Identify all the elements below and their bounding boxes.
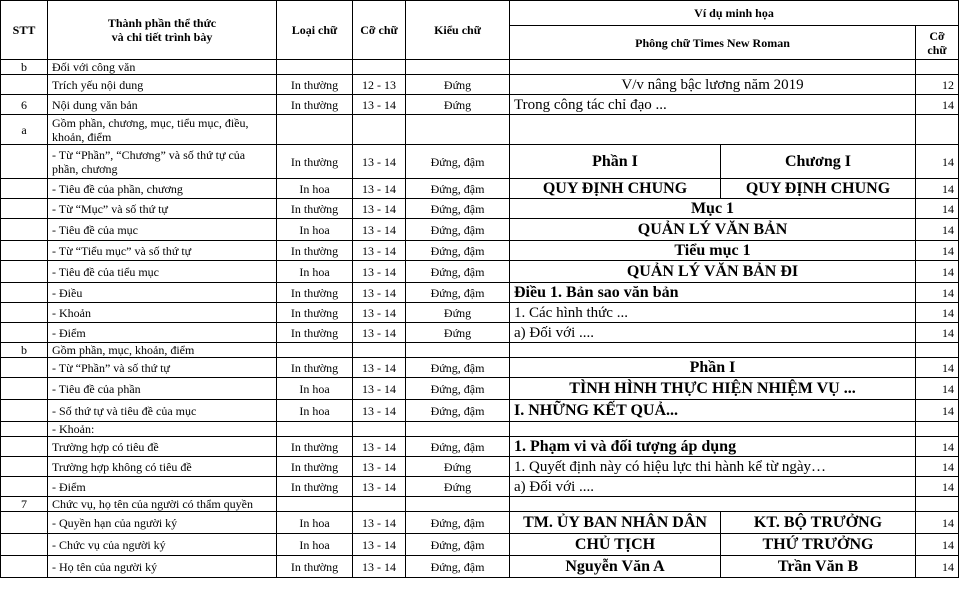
type-cell: In hoa [277,179,353,199]
stt-cell: b [1,343,48,358]
size2-cell: 14 [916,378,959,400]
component-cell: - Tiêu đề của phần [48,378,277,400]
example-cell: Điều 1. Bản sao văn bản [510,283,916,303]
stt-cell: 7 [1,497,48,512]
stt-cell [1,179,48,199]
table-row [1,145,959,179]
component-cell: Nội dung văn bản [48,95,277,115]
example-cell: KT. BỘ TRƯỞNG [721,512,916,534]
example-cell: I. NHỮNG KẾT QUẢ... [510,400,916,422]
table-row [1,497,959,512]
style-cell: Đứng [406,323,510,343]
example-cell: Chương I [721,145,916,179]
style-cell: Đứng [406,457,510,477]
size-cell: 13 - 14 [353,477,406,497]
size2-cell [916,497,959,512]
style-cell: Đứng, đậm [406,358,510,378]
size-cell: 13 - 14 [353,358,406,378]
size2-cell: 14 [916,303,959,323]
type-cell: In hoa [277,219,353,241]
stt-cell [1,303,48,323]
size-cell: 13 - 14 [353,512,406,534]
table-row [1,378,959,400]
style-cell: Đứng [406,303,510,323]
example-cell: QUẢN LÝ VĂN BẢN [510,219,916,241]
example-cell: Phần I [510,358,916,378]
type-cell: In thường [277,437,353,457]
table-row [1,343,959,358]
table-row [1,556,959,578]
size2-cell: 14 [916,556,959,578]
type-cell: In thường [277,283,353,303]
table-row [1,303,959,323]
type-cell: In thường [277,457,353,477]
component-cell: Gồm phần, chương, mục, tiểu mục, điều, khoản, điểm [48,115,277,145]
size-cell [353,115,406,145]
example-cell [510,60,916,75]
component-cell: - Quyền hạn của người ký [48,512,277,534]
component-cell: - Tiêu đề của tiểu mục [48,261,277,283]
header-font: Phông chữ Times New Roman [510,26,916,60]
stt-cell [1,261,48,283]
stt-cell [1,534,48,556]
table-row [1,283,959,303]
type-cell [277,497,353,512]
header-style: Kiểu chữ [406,1,510,60]
style-cell: Đứng [406,75,510,95]
component-cell: - Điểm [48,323,277,343]
example-cell: Mục 1 [510,199,916,219]
size-cell: 13 - 14 [353,219,406,241]
header-type: Loại chữ [277,1,353,60]
size2-cell: 14 [916,145,959,179]
size2-cell: 12 [916,75,959,95]
stt-cell: b [1,60,48,75]
table-row [1,60,959,75]
type-cell: In thường [277,358,353,378]
stt-cell [1,283,48,303]
size2-cell: 14 [916,241,959,261]
example-cell: V/v nâng bậc lương năm 2019 [510,75,916,95]
example-cell: Tiểu mục 1 [510,241,916,261]
stt-cell [1,400,48,422]
size-cell: 13 - 14 [353,457,406,477]
size2-cell: 14 [916,400,959,422]
size-cell: 13 - 14 [353,241,406,261]
type-cell: In thường [277,145,353,179]
size2-cell [916,343,959,358]
size-cell: 13 - 14 [353,95,406,115]
size2-cell: 14 [916,477,959,497]
style-cell: Đứng [406,477,510,497]
type-cell: In hoa [277,512,353,534]
style-cell: Đứng [406,95,510,115]
stt-cell [1,358,48,378]
component-cell: - Từ “Mục” và số thứ tự [48,199,277,219]
component-cell: - Điểm [48,477,277,497]
component-cell: Đối với công văn [48,60,277,75]
size2-cell: 14 [916,179,959,199]
table-row [1,534,959,556]
component-cell: - Tiêu đề của mục [48,219,277,241]
stt-cell [1,556,48,578]
example-cell: Phần I [510,145,721,179]
type-cell: In hoa [277,534,353,556]
style-cell: Đứng, đậm [406,219,510,241]
type-cell: In thường [277,303,353,323]
size-cell [353,60,406,75]
example-cell: TM. ỦY BAN NHÂN DÂN [510,512,721,534]
stt-cell [1,219,48,241]
stt-cell [1,437,48,457]
style-cell: Đứng, đậm [406,400,510,422]
table-row [1,457,959,477]
example-cell [510,115,916,145]
component-cell: - Khoản: [48,422,277,437]
header-example: Ví dụ minh họa [510,1,959,26]
stt-cell [1,378,48,400]
example-cell: Nguyễn Văn A [510,556,721,578]
example-cell: a) Đối với .... [510,323,916,343]
component-cell: - Từ “Phần” và số thứ tự [48,358,277,378]
size-cell: 13 - 14 [353,556,406,578]
table-row [1,219,959,241]
component-cell: - Từ “Tiểu mục” và số thứ tự [48,241,277,261]
size2-cell: 14 [916,261,959,283]
example-cell: QUY ĐỊNH CHUNG [510,179,721,199]
stt-cell [1,457,48,477]
type-cell [277,60,353,75]
size-cell: 13 - 14 [353,437,406,457]
table-row [1,437,959,457]
size-cell [353,497,406,512]
table-row [1,75,959,95]
size-cell [353,343,406,358]
size2-cell: 14 [916,95,959,115]
size2-cell [916,115,959,145]
table-row [1,241,959,261]
header-size2: Cỡ chữ [916,26,959,60]
component-cell: Trường hợp có tiêu đề [48,437,277,457]
component-cell: - Họ tên của người ký [48,556,277,578]
size-cell: 13 - 14 [353,534,406,556]
size-cell [353,422,406,437]
size2-cell: 14 [916,534,959,556]
component-cell: - Điều [48,283,277,303]
stt-cell: 6 [1,95,48,115]
stt-cell [1,512,48,534]
example-cell: QUY ĐỊNH CHUNG [721,179,916,199]
component-cell: - Từ “Phần”, “Chương” và số thứ tự của phần, chương [48,145,277,179]
size-cell: 13 - 14 [353,179,406,199]
type-cell: In thường [277,323,353,343]
size2-cell: 14 [916,323,959,343]
example-cell: TÌNH HÌNH THỰC HIỆN NHIỆM VỤ ... [510,378,916,400]
table-row [1,358,959,378]
example-cell: CHỦ TỊCH [510,534,721,556]
table-row [1,95,959,115]
stt-cell [1,145,48,179]
type-cell: In hoa [277,378,353,400]
stt-cell [1,241,48,261]
example-cell: QUẢN LÝ VĂN BẢN ĐI [510,261,916,283]
header-component: Thành phần thể thức và chi tiết trình bày [48,1,277,60]
style-cell [406,60,510,75]
example-cell: THỨ TRƯỞNG [721,534,916,556]
component-cell: Trường hợp không có tiêu đề [48,457,277,477]
table-row [1,115,959,145]
type-cell [277,422,353,437]
size-cell: 12 - 13 [353,75,406,95]
style-cell [406,422,510,437]
style-cell: Đứng, đậm [406,556,510,578]
table-row [1,199,959,219]
size2-cell: 14 [916,437,959,457]
size2-cell: 14 [916,358,959,378]
example-cell: 1. Quyết định này có hiệu lực thi hành kể từ ngày… [510,457,916,477]
component-cell: - Số thứ tự và tiêu đề của mục [48,400,277,422]
size-cell: 13 - 14 [353,261,406,283]
example-cell: 1. Các hình thức ... [510,303,916,323]
size2-cell: 14 [916,283,959,303]
stt-cell [1,75,48,95]
style-cell: Đứng, đậm [406,512,510,534]
type-cell: In hoa [277,400,353,422]
example-cell: Trần Văn B [721,556,916,578]
component-cell: - Chức vụ của người ký [48,534,277,556]
component-cell: Chức vụ, họ tên của người có thẩm quyền [48,497,277,512]
example-cell: a) Đối với .... [510,477,916,497]
component-cell: Trích yếu nội dung [48,75,277,95]
example-cell [510,422,916,437]
style-cell: Đứng, đậm [406,241,510,261]
size-cell: 13 - 14 [353,303,406,323]
type-cell: In thường [277,199,353,219]
component-cell: Gồm phần, mục, khoản, điểm [48,343,277,358]
style-cell [406,115,510,145]
type-cell [277,343,353,358]
example-cell: Trong công tác chỉ đạo ... [510,95,916,115]
style-cell: Đứng, đậm [406,437,510,457]
size-cell: 13 - 14 [353,378,406,400]
type-cell: In thường [277,477,353,497]
size2-cell [916,422,959,437]
table-row [1,477,959,497]
table-row [1,512,959,534]
table-body [1,60,959,578]
stt-cell: a [1,115,48,145]
stt-cell [1,323,48,343]
size2-cell: 14 [916,512,959,534]
component-cell: - Tiêu đề của phần, chương [48,179,277,199]
type-cell: In hoa [277,261,353,283]
size2-cell: 14 [916,457,959,477]
size-cell: 13 - 14 [353,145,406,179]
type-cell: In thường [277,75,353,95]
type-cell [277,115,353,145]
table-row [1,422,959,437]
example-cell [510,343,916,358]
table-row [1,400,959,422]
header-stt: STT [1,1,48,60]
style-cell [406,497,510,512]
type-cell: In thường [277,95,353,115]
style-cell: Đứng, đậm [406,378,510,400]
style-cell: Đứng, đậm [406,145,510,179]
header-size: Cỡ chữ [353,1,406,60]
component-cell: - Khoản [48,303,277,323]
style-cell: Đứng, đậm [406,534,510,556]
size-cell: 13 - 14 [353,323,406,343]
size-cell: 13 - 14 [353,400,406,422]
size-cell: 13 - 14 [353,199,406,219]
size-cell: 13 - 14 [353,283,406,303]
example-cell [510,497,916,512]
style-cell: Đứng, đậm [406,261,510,283]
size2-cell: 14 [916,219,959,241]
style-cell: Đứng, đậm [406,179,510,199]
stt-cell [1,422,48,437]
type-cell: In thường [277,241,353,261]
stt-cell [1,199,48,219]
type-cell: In thường [277,556,353,578]
size2-cell: 14 [916,199,959,219]
stt-cell [1,477,48,497]
table-row [1,179,959,199]
style-cell [406,343,510,358]
size2-cell [916,60,959,75]
table-row [1,261,959,283]
table-row [1,323,959,343]
style-cell: Đứng, đậm [406,199,510,219]
style-cell: Đứng, đậm [406,283,510,303]
example-cell: 1. Phạm vi và đối tượng áp dụng [510,437,916,457]
